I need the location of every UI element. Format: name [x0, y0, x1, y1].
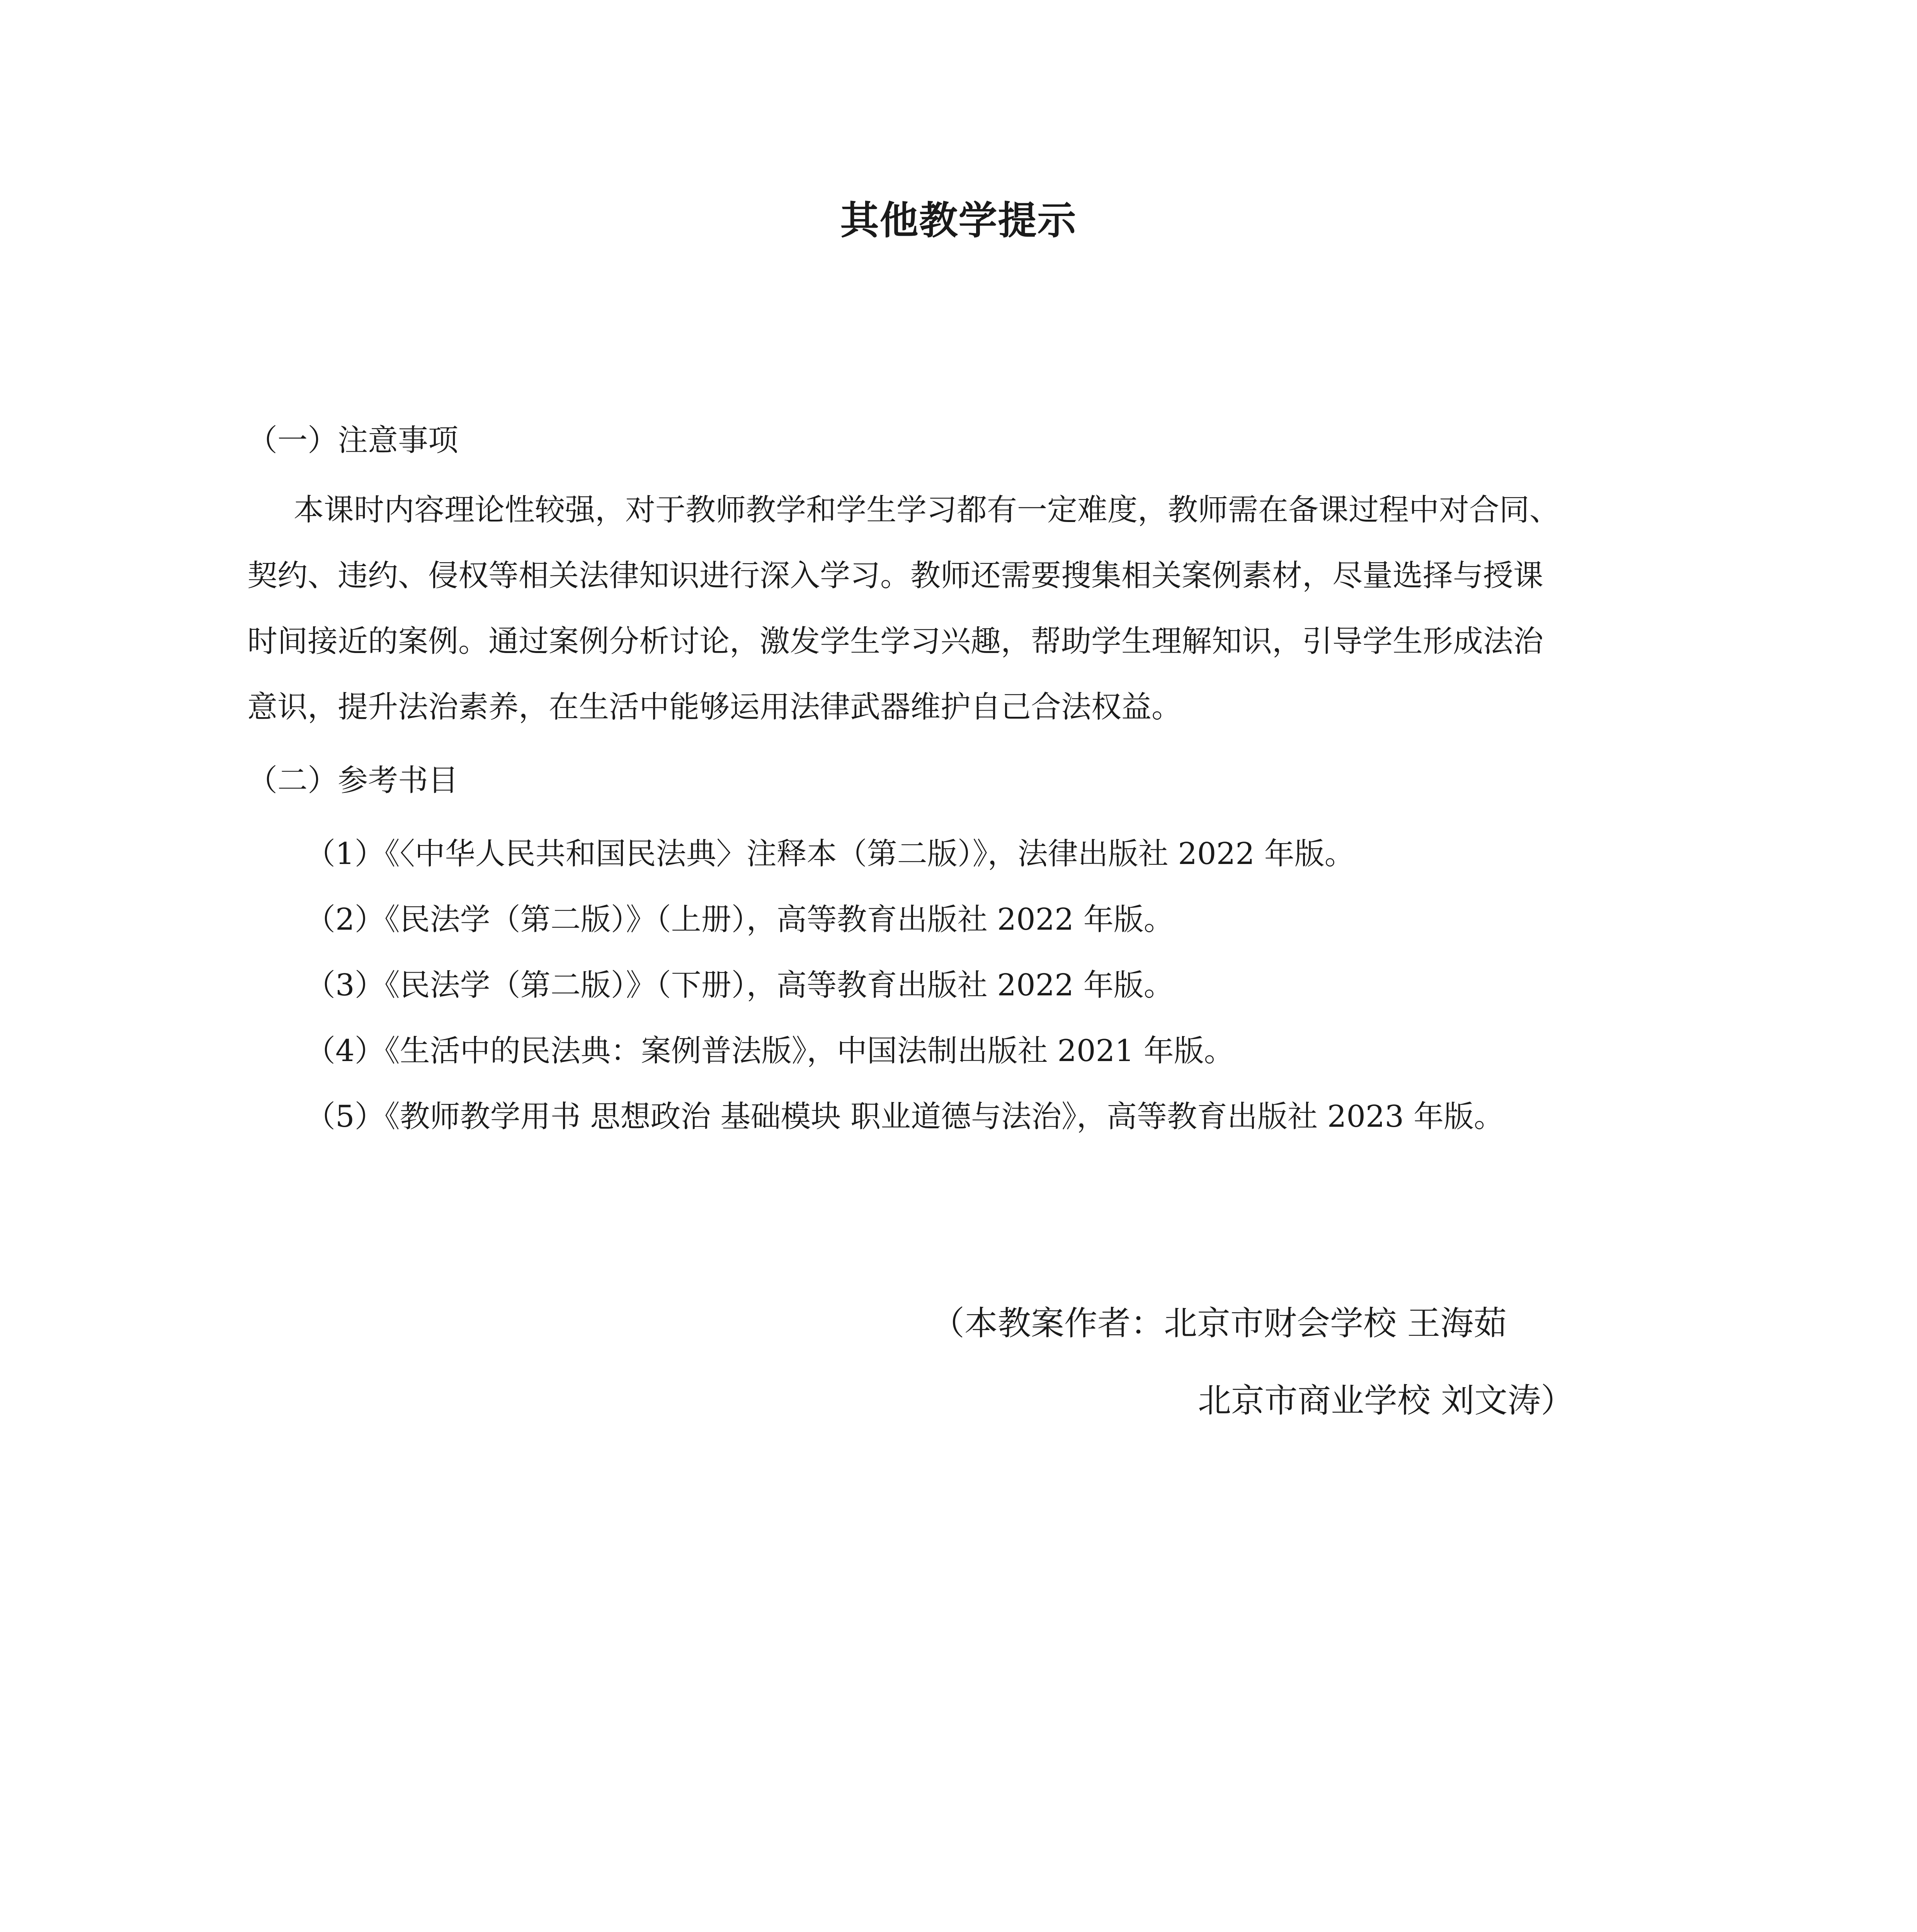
notes-paragraph-line-4: 意识，提升法治素养，在生活中能够运用法律武器维护自己合法权益。: [247, 690, 1182, 724]
notes-paragraph-line-2: 契约、违约、侵权等相关法律知识进行深入学习。教师还需要搜集相关案例素材，尽量选择与授课: [247, 558, 1544, 593]
page-title: 其他教学提示: [840, 198, 1077, 243]
reference-item-4: （4）《生活中的民法典：案例普法版》，中国法制出版社 2021 年版。: [305, 1034, 1234, 1068]
author-line-2: 北京市商业学校 刘文涛）: [1198, 1381, 1574, 1420]
reference-item-1: （1）《〈中华人民共和国民法典〉注释本（第二版）》，法律出版社 2022 年版。: [305, 837, 1355, 871]
reference-item-2: （2）《民法学（第二版）》（上册），高等教育出版社 2022 年版。: [305, 902, 1174, 937]
section-heading-notes: （一）注意事项: [247, 423, 459, 458]
reference-item-3: （3）《民法学（第二版）》（下册），高等教育出版社 2022 年版。: [305, 968, 1174, 1003]
notes-paragraph-line-1: 本课时内容理论性较强，对于教师教学和学生学习都有一定难度，教师需在备课过程中对合同、: [294, 493, 1560, 527]
section-heading-references: （二）参考书目: [247, 763, 459, 798]
reference-item-5: （5）《教师教学用书 思想政治 基础模块 职业道德与法治》，高等教育出版社 2023 年版。: [305, 1099, 1504, 1134]
notes-paragraph-line-3: 时间接近的案例。通过案例分析讨论，激发学生学习兴趣，帮助学生理解知识，引导学生形成法治: [247, 624, 1544, 659]
author-line-1: （本教案作者：北京市财会学校 王海茹: [931, 1304, 1507, 1343]
